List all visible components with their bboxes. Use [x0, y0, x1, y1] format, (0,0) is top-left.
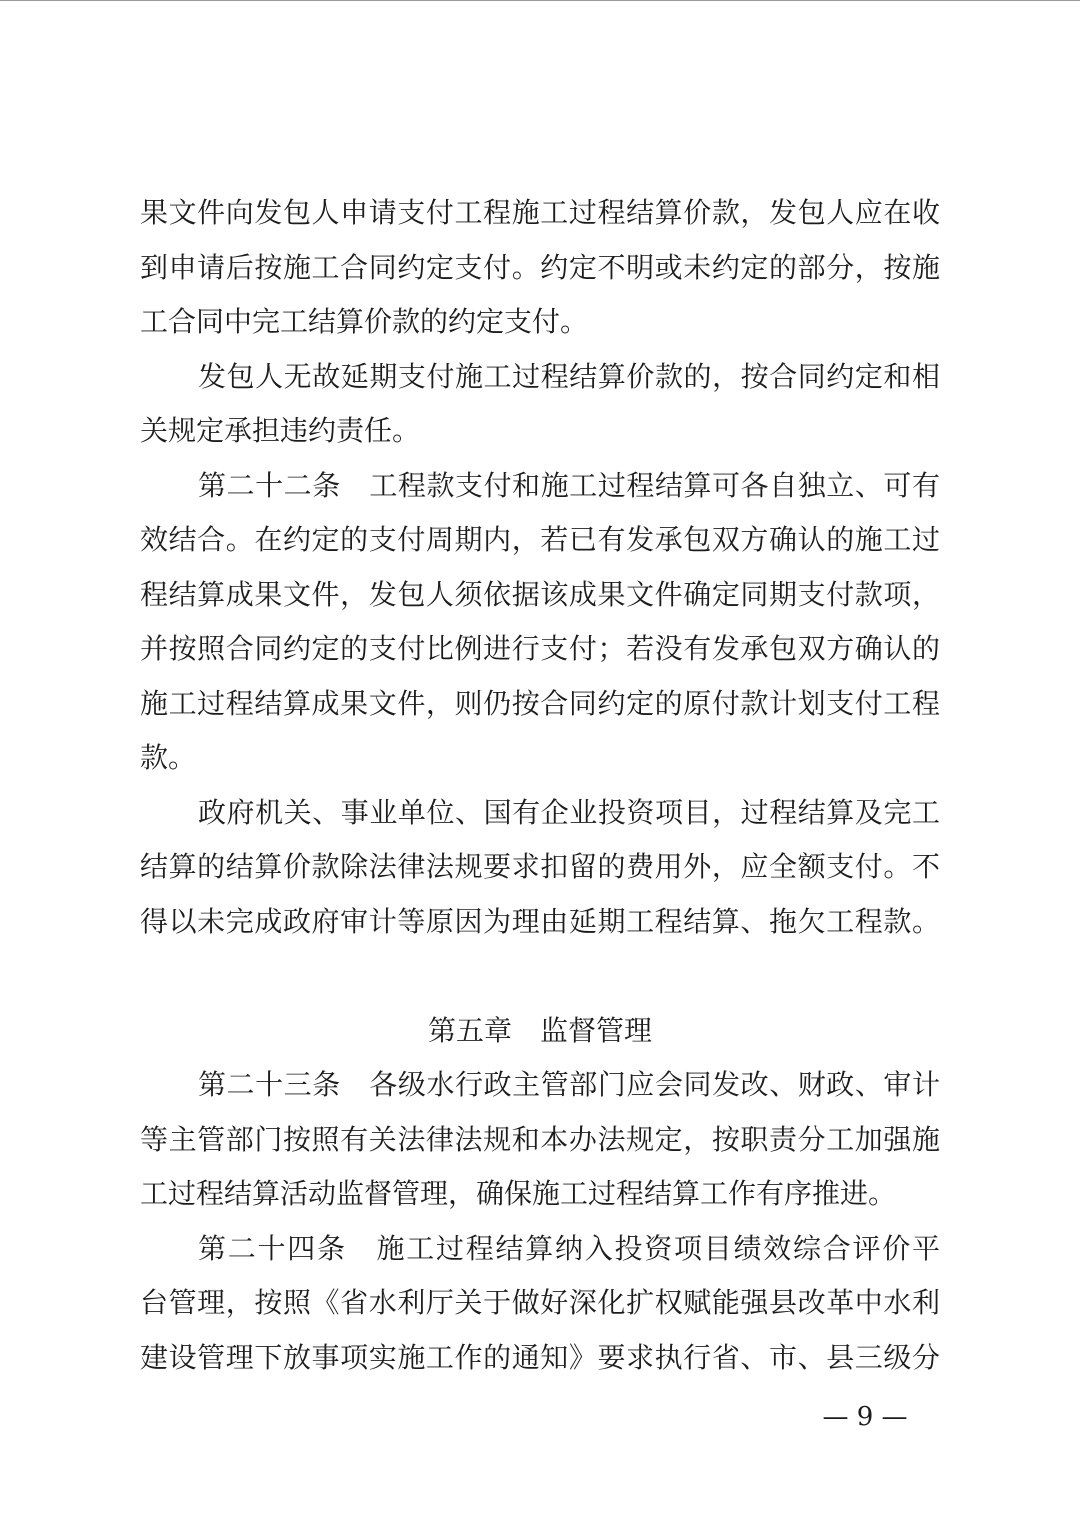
text-line: 结算的结算价款除法律法规要求扣留的费用外，应全额支付。不 [140, 850, 940, 883]
text-line: 工过程结算活动监督管理，确保施工过程结算工作有序推进。 [140, 1177, 897, 1210]
text-line: 程结算成果文件，发包人须依据该成果文件确定同期支付款项， [140, 577, 940, 611]
text-line: 第二十四条 施工过程结算纳入投资项目绩效综合评价平 [198, 1231, 940, 1265]
paragraph-article-24 [140, 1222, 940, 1386]
paragraph-article-23 [140, 1058, 940, 1222]
page-number: — 9 — [822, 1402, 908, 1432]
page-edge [0, 0, 1080, 1]
text-line: 关规定承担违约责任。 [140, 414, 421, 447]
text-line: 果文件向发包人申请支付工程施工过程结算价款，发包人应在收 [140, 196, 940, 229]
text-line: 并按照合同约定的支付比例进行支付；若没有发承包双方确认的 [140, 632, 940, 665]
chapter-heading: 第五章 监督管理 [427, 1013, 652, 1047]
text-line: 第二十二条 工程款支付和施工过程结算可各自独立、可有 [198, 468, 940, 502]
text-line: 到申请后按施工合同约定支付。约定不明或未约定的部分，按施 [140, 250, 940, 284]
text-line: 施工过程结算成果文件，则仍按合同约定的原付款计划支付工程 [140, 686, 940, 720]
paragraph-article-22 [140, 459, 940, 786]
text-line: 效结合。在约定的支付周期内，若已有发承包双方确认的施工过 [140, 523, 940, 556]
text-line: 等主管部门按照有关法律法规和本办法规定，按职责分工加强施 [140, 1122, 940, 1156]
text-line: 第二十三条 各级水行政主管部门应会同发改、财政、审计 [198, 1068, 940, 1101]
paragraph-government-projects [140, 786, 940, 950]
text-line: 工合同中完工结算价款的约定支付。 [140, 305, 589, 338]
blank-line [140, 949, 940, 1004]
text-line: 台管理，按照《省水利厅关于做好深化扩权赋能强县改革中水利 [140, 1286, 940, 1319]
text-line: 得以未完成政府审计等原因为理由延期工程结算、拖欠工程款。 [140, 904, 940, 938]
paragraph-payment-application [140, 186, 940, 350]
text-line: 发包人无故延期支付施工过程结算价款的，按合同约定和相 [198, 359, 940, 393]
text-line: 款。 [140, 741, 197, 774]
document-body [140, 186, 940, 1385]
text-line: 建设管理下放事项实施工作的通知》要求执行省、市、县三级分 [140, 1340, 940, 1374]
paragraph-delayed-payment [140, 350, 940, 459]
text-line: 政府机关、事业单位、国有企业投资项目，过程结算及完工 [198, 795, 940, 829]
